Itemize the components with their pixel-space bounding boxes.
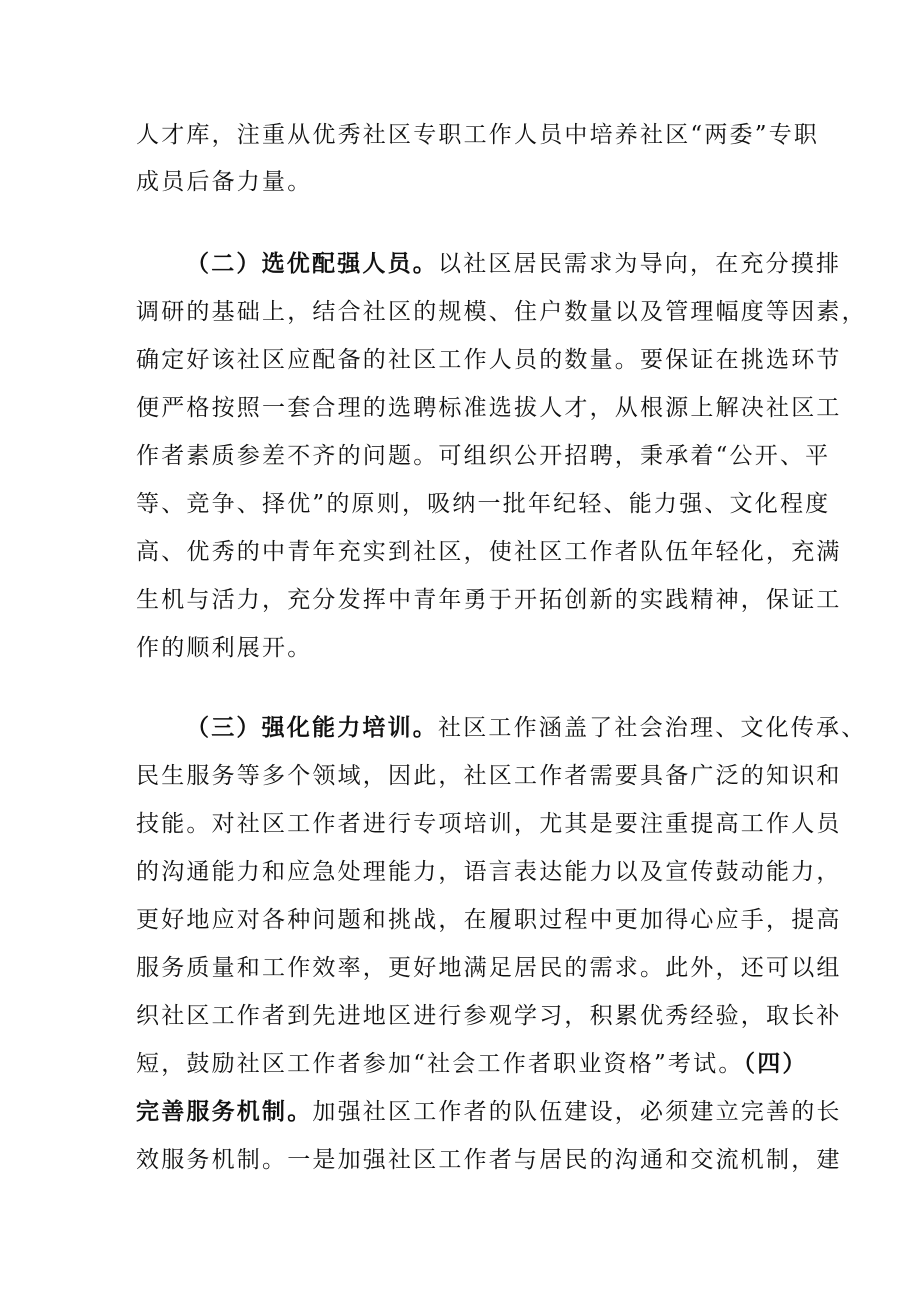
- text-run: 以社区居民需求为导向，在充分摸排: [438, 251, 842, 277]
- text-line: [136, 628, 796, 668]
- text-run: 民生服务等多个领域，因此，社区工作者需要具备广泛的知识和: [136, 763, 842, 789]
- text-run: 的沟通能力和应急处理能力，语言表达能力以及宣传鼓动能力，: [136, 859, 842, 885]
- text-line: [136, 484, 831, 524]
- section-heading-line: [186, 708, 867, 748]
- text-run: 加强社区工作者的队伍建设，必须建立完善的长: [312, 1099, 842, 1125]
- text-run: 成员后备力量。: [136, 169, 313, 195]
- section-heading: （三）强化能力培训。: [186, 714, 438, 741]
- text-run: 等、竞争、择优”的原则，吸纳一批年纪轻、能力强、文化程度: [136, 491, 831, 517]
- text-run: 高、优秀的中青年充实到社区，使社区工作者队伍年轻化，充满: [136, 539, 842, 565]
- text-run: 服务质量和工作效率，更好地满足居民的需求。此外，还可以组: [136, 955, 842, 981]
- text-line: [136, 532, 842, 572]
- text-line: [136, 996, 842, 1036]
- text-line: [136, 580, 842, 620]
- text-run: 织社区工作者到先进地区进行参观学习，积累优秀经验，取长补: [136, 1003, 842, 1029]
- text-run: 作者素质参差不齐的问题。可组织公开招聘，秉承着“公开、平: [136, 443, 831, 469]
- text-run: 作的顺利展开。: [136, 635, 313, 661]
- text-run: 短，鼓励社区工作者参加“社会工作者职业资格”考试。: [136, 1051, 744, 1077]
- text-line: [136, 388, 842, 428]
- text-line: [136, 900, 842, 940]
- text-line: [136, 948, 842, 988]
- text-line: [136, 115, 820, 155]
- text-line: [136, 340, 842, 380]
- text-run: 生机与活力，充分发挥中青年勇于开拓创新的实践精神，保证工: [136, 587, 842, 613]
- text-run: 便严格按照一套合理的选聘标准选拔人才，从根源上解决社区工: [136, 395, 842, 421]
- text-line: [136, 162, 796, 202]
- text-line: [136, 852, 842, 892]
- section-heading-line: [186, 244, 842, 284]
- text-line: [136, 292, 867, 332]
- text-run: 效服务机制。一是加强社区工作者与居民的沟通和交流机制，建: [136, 1147, 842, 1173]
- section-heading: （四）: [743, 1050, 808, 1077]
- text-run: 调研的基础上，结合社区的规模、住户数量以及管理幅度等因素，: [136, 299, 867, 325]
- text-line: [136, 804, 842, 844]
- text-run: 确定好该社区应配备的社区工作人员的数量。要保证在挑选环节: [136, 347, 842, 373]
- section-heading: 完善服务机制。: [136, 1098, 313, 1125]
- text-line: [136, 1092, 842, 1132]
- text-run: 人才库，注重从优秀社区专职工作人员中培养社区“两委”专职: [136, 122, 820, 148]
- text-run: 社区工作涵盖了社会治理、文化传承、: [438, 715, 867, 741]
- text-line: [136, 436, 831, 476]
- section-heading: （二）选优配强人员。: [186, 250, 438, 277]
- text-run: 技能。对社区工作者进行专项培训，尤其是要注重提高工作人员: [136, 811, 842, 837]
- text-line: [136, 1044, 808, 1084]
- text-line: [136, 1140, 842, 1180]
- text-run: 更好地应对各种问题和挑战，在履职过程中更加得心应手，提高: [136, 907, 842, 933]
- text-line: [136, 756, 842, 796]
